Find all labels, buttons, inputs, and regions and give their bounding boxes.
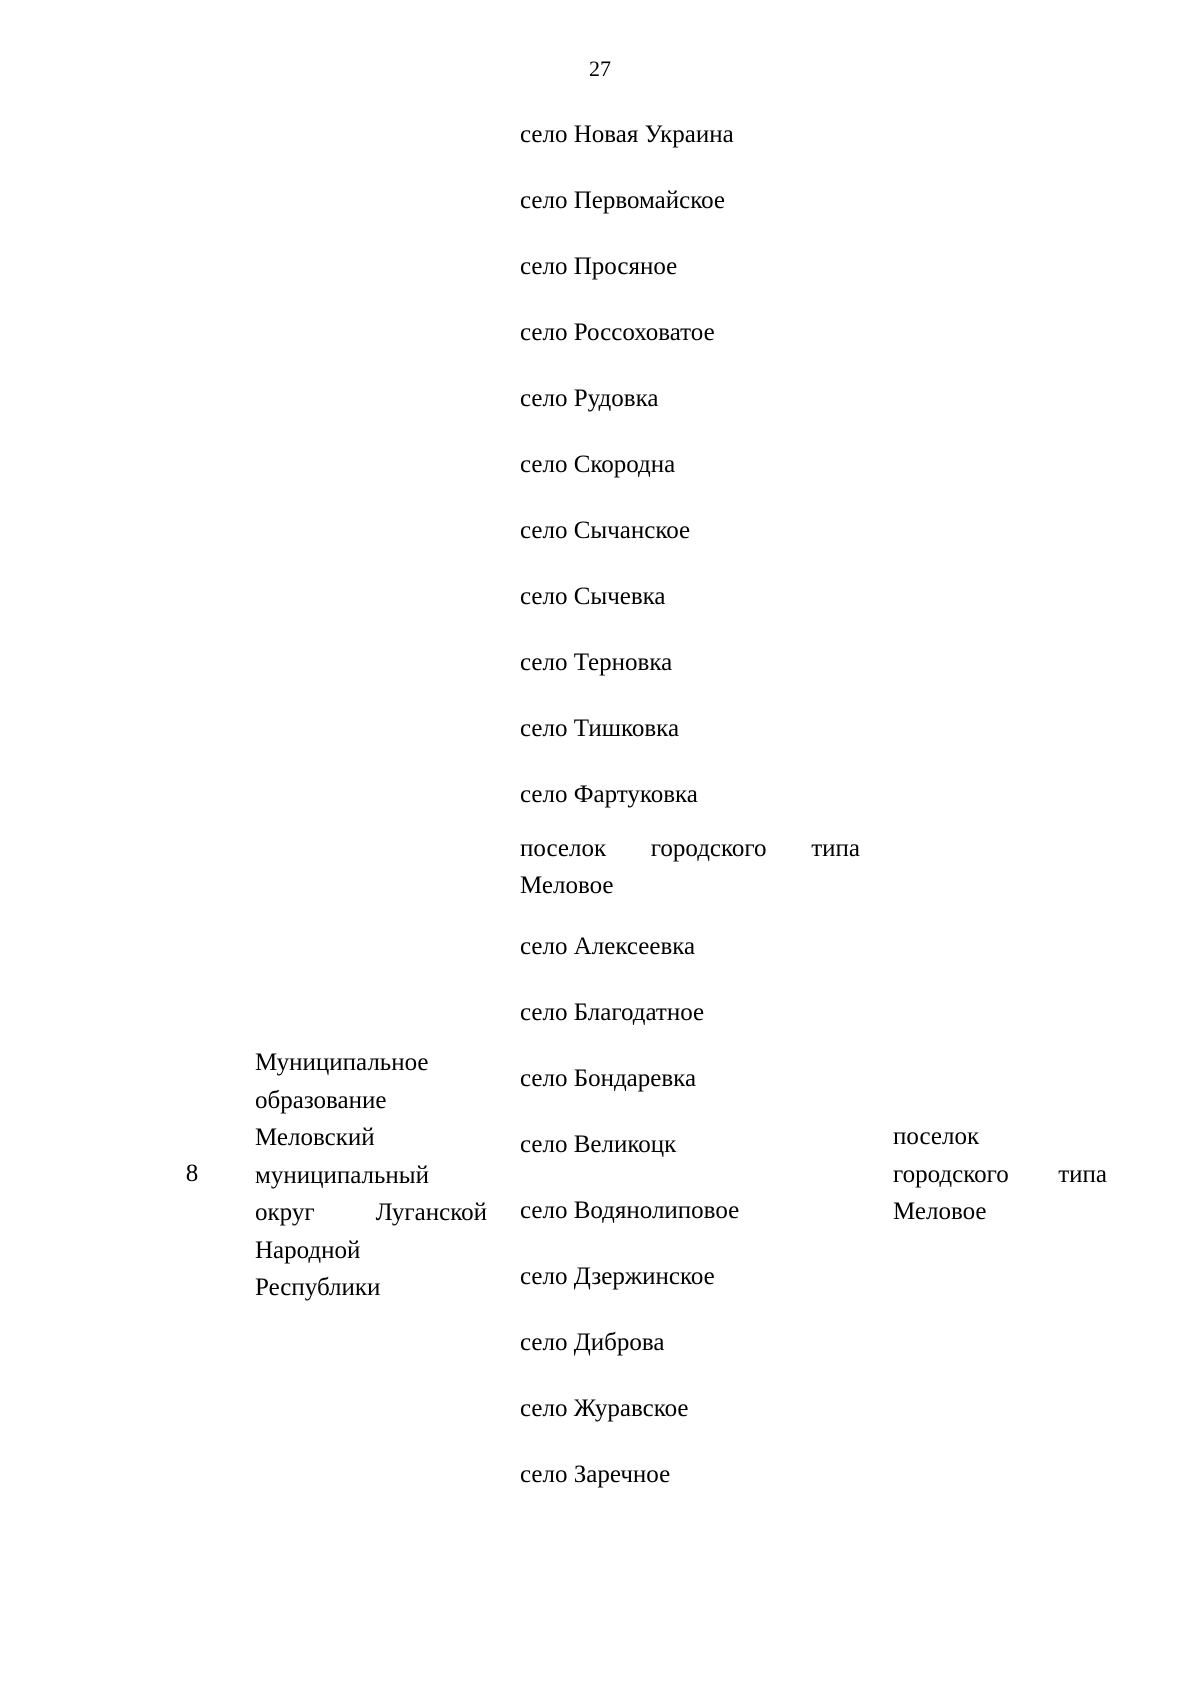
- settlement-name: село Благодатное: [520, 999, 705, 1026]
- settlement-name: село Первомайское: [520, 187, 726, 214]
- settlement-item: [520, 1264, 860, 1330]
- settlement-item: [520, 1000, 860, 1066]
- settlement-item: [520, 1330, 860, 1396]
- settlement-name: село Рудовка: [520, 385, 659, 412]
- center-name-line: городского типа: [893, 1160, 1107, 1188]
- settlement-name: село Водянолиповое: [520, 1197, 740, 1224]
- settlement-list: [520, 122, 860, 1528]
- entity-name-line: Меловский: [255, 1124, 375, 1151]
- settlement-name: село Алексеевка: [520, 933, 696, 960]
- settlement-name: село Дзержинское: [520, 1263, 715, 1290]
- settlement-name: село Бондаревка: [520, 1065, 697, 1092]
- entity-name-line: округ Луганской: [255, 1199, 487, 1226]
- entity-name-line: Республики: [255, 1274, 381, 1301]
- page-number: 27: [589, 56, 611, 81]
- settlement-name-cont: Меловое: [520, 872, 614, 899]
- settlement-item: [520, 518, 860, 584]
- center-name-line: Меловое: [893, 1198, 987, 1225]
- settlement-name: село Просяное: [520, 253, 678, 280]
- settlement-name: село Тишковка: [520, 715, 680, 742]
- entity-name-line: Муниципальное: [255, 1049, 429, 1076]
- settlement-item: [520, 1396, 860, 1462]
- settlement-item: [520, 1462, 860, 1528]
- row-number: 8: [185, 1160, 199, 1187]
- municipal-entity-name: [255, 1044, 487, 1307]
- settlement-name: село Журавское: [520, 1395, 689, 1422]
- settlement-name: село Новая Украина: [520, 121, 734, 148]
- settlement-item: [520, 1066, 860, 1132]
- entity-name-line: образование: [255, 1086, 387, 1114]
- settlement-item: [520, 452, 860, 518]
- settlement-item: [520, 1198, 860, 1264]
- settlement-name: село Россоховатое: [520, 319, 715, 346]
- settlement-item: [520, 830, 860, 934]
- settlement-item: [520, 934, 860, 1000]
- settlement-item: [520, 320, 860, 386]
- center-name-line: поселок: [893, 1123, 980, 1150]
- settlement-item: [520, 650, 860, 716]
- settlement-item: [520, 716, 860, 782]
- settlement-item: [520, 782, 860, 830]
- entity-name-line: Народной: [255, 1236, 361, 1264]
- settlement-name: село Терновка: [520, 649, 673, 676]
- settlement-item: [520, 188, 860, 254]
- administrative-center: [893, 1118, 1107, 1231]
- settlement-item: [520, 254, 860, 320]
- settlement-name: село Диброва: [520, 1329, 665, 1356]
- settlement-name: село Скородна: [520, 451, 676, 478]
- settlement-name: село Заречное: [520, 1461, 671, 1488]
- settlement-name: село Великоцк: [520, 1131, 677, 1158]
- settlement-name: поселок городского типа: [520, 835, 860, 862]
- settlement-name: село Сычанское: [520, 517, 691, 544]
- settlement-name: село Сычевка: [520, 583, 666, 610]
- settlement-name: село Фартуковка: [520, 781, 698, 808]
- settlement-item: [520, 584, 860, 650]
- settlement-item: [520, 122, 860, 188]
- entity-name-line: муниципальный: [255, 1161, 429, 1189]
- settlement-item: [520, 386, 860, 452]
- settlement-item: [520, 1132, 860, 1198]
